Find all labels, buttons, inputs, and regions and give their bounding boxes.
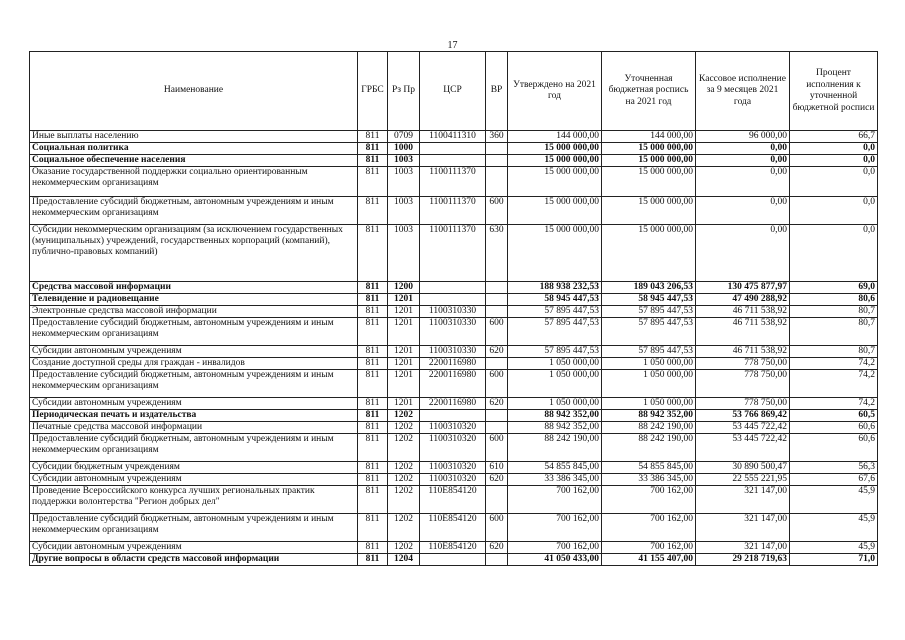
- cell-cash: 0,00: [696, 225, 790, 282]
- cell-cash: 46 711 538,92: [696, 346, 790, 358]
- cell-grbs: 811: [358, 422, 388, 434]
- cell-rzpr: 1202: [388, 410, 420, 422]
- cell-percent: 0,0: [790, 167, 878, 197]
- cell-refined: 15 000 000,00: [602, 225, 696, 282]
- cell-approved: 1 050 000,00: [508, 370, 602, 398]
- cell-percent: 45,9: [790, 486, 878, 514]
- cell-percent: 56,3: [790, 462, 878, 474]
- cell-cash: 0,00: [696, 167, 790, 197]
- cell-refined: 15 000 000,00: [602, 197, 696, 225]
- cell-vr: [486, 306, 508, 318]
- cell-vr: 610: [486, 462, 508, 474]
- cell-approved: 15 000 000,00: [508, 225, 602, 282]
- col-header-refined: Уточненная бюджетная роспись на 2021 год: [602, 52, 696, 131]
- cell-refined: 700 162,00: [602, 542, 696, 554]
- table-row: [30, 197, 878, 225]
- cell-name: Субсидии бюджетным учреждениям: [30, 462, 358, 474]
- cell-grbs: 811: [358, 197, 388, 225]
- cell-rzpr: 1201: [388, 398, 420, 410]
- cell-approved: 88 942 352,00: [508, 422, 602, 434]
- table-row: [30, 398, 878, 410]
- cell-percent: 45,9: [790, 542, 878, 554]
- cell-percent: 0,0: [790, 197, 878, 225]
- cell-rzpr: 1000: [388, 143, 420, 155]
- cell-rzpr: 1200: [388, 282, 420, 294]
- cell-cash: 778 750,00: [696, 358, 790, 370]
- table-row: [30, 514, 878, 542]
- cell-name: Субсидии автономным учреждениям: [30, 542, 358, 554]
- cell-grbs: 811: [358, 294, 388, 306]
- cell-approved: 700 162,00: [508, 514, 602, 542]
- table-row: [30, 474, 878, 486]
- cell-rzpr: 1202: [388, 462, 420, 474]
- cell-csr: [420, 282, 486, 294]
- cell-approved: 88 942 352,00: [508, 410, 602, 422]
- cell-csr: 1100310330: [420, 306, 486, 318]
- cell-approved: 33 386 345,00: [508, 474, 602, 486]
- col-header-vr: ВР: [486, 52, 508, 131]
- cell-grbs: 811: [358, 306, 388, 318]
- cell-rzpr: 1003: [388, 197, 420, 225]
- cell-grbs: 811: [358, 167, 388, 197]
- cell-name: Субсидии автономным учреждениям: [30, 398, 358, 410]
- cell-refined: 57 895 447,53: [602, 318, 696, 346]
- cell-cash: 29 218 719,63: [696, 554, 790, 566]
- cell-refined: 54 855 845,00: [602, 462, 696, 474]
- cell-vr: [486, 358, 508, 370]
- cell-csr: 1100310320: [420, 474, 486, 486]
- cell-refined: 144 000,00: [602, 131, 696, 143]
- cell-grbs: 811: [358, 434, 388, 462]
- cell-csr: [420, 294, 486, 306]
- cell-vr: 600: [486, 197, 508, 225]
- cell-csr: [420, 410, 486, 422]
- cell-name: Периодическая печать и издательства: [30, 410, 358, 422]
- col-header-cash: Кассовое исполнение за 9 месяцев 2021 года: [696, 52, 790, 131]
- cell-percent: 0,0: [790, 143, 878, 155]
- table-header-row: [30, 52, 878, 131]
- cell-grbs: 811: [358, 486, 388, 514]
- cell-vr: [486, 155, 508, 167]
- cell-refined: 57 895 447,53: [602, 346, 696, 358]
- cell-name: Предоставление субсидий бюджетным, автономным учреждениям и иным некоммерческим организациям: [30, 434, 358, 462]
- cell-grbs: 811: [358, 554, 388, 566]
- cell-approved: 188 938 232,53: [508, 282, 602, 294]
- cell-rzpr: 1202: [388, 542, 420, 554]
- cell-vr: 620: [486, 398, 508, 410]
- page-number: 17: [447, 40, 458, 51]
- cell-grbs: 811: [358, 318, 388, 346]
- cell-percent: 60,6: [790, 422, 878, 434]
- cell-cash: 130 475 877,97: [696, 282, 790, 294]
- col-header-name: Наименование: [30, 52, 358, 131]
- cell-cash: 53 766 869,42: [696, 410, 790, 422]
- table-row: [30, 358, 878, 370]
- cell-cash: 321 147,00: [696, 514, 790, 542]
- table-row: [30, 155, 878, 167]
- cell-vr: 600: [486, 318, 508, 346]
- cell-percent: 67,6: [790, 474, 878, 486]
- cell-approved: 1 050 000,00: [508, 358, 602, 370]
- cell-cash: 53 445 722,42: [696, 434, 790, 462]
- cell-refined: 58 945 447,53: [602, 294, 696, 306]
- cell-csr: [420, 554, 486, 566]
- cell-csr: 2200116980: [420, 370, 486, 398]
- cell-approved: 700 162,00: [508, 486, 602, 514]
- cell-approved: 57 895 447,53: [508, 346, 602, 358]
- cell-percent: 45,9: [790, 514, 878, 542]
- cell-csr: 1100111370: [420, 167, 486, 197]
- table-row: [30, 422, 878, 434]
- cell-approved: 15 000 000,00: [508, 167, 602, 197]
- cell-percent: 60,5: [790, 410, 878, 422]
- cell-csr: 2200116980: [420, 398, 486, 410]
- cell-vr: [486, 143, 508, 155]
- cell-name: Субсидии некоммерческим организациям (за исключением государственных (муниципальных) учреждений, государственных корпораций (компаний), публично-правовых компаний): [30, 225, 358, 282]
- cell-rzpr: 1202: [388, 474, 420, 486]
- col-header-csr: ЦСР: [420, 52, 486, 131]
- cell-approved: 54 855 845,00: [508, 462, 602, 474]
- cell-name: Другие вопросы в области средств массовой информации: [30, 554, 358, 566]
- cell-percent: 60,6: [790, 434, 878, 462]
- cell-grbs: 811: [358, 462, 388, 474]
- cell-approved: 15 000 000,00: [508, 143, 602, 155]
- cell-percent: 74,2: [790, 358, 878, 370]
- cell-cash: 778 750,00: [696, 398, 790, 410]
- cell-refined: 1 050 000,00: [602, 370, 696, 398]
- cell-vr: [486, 554, 508, 566]
- table-row: [30, 554, 878, 566]
- cell-csr: 1100111370: [420, 197, 486, 225]
- cell-refined: 1 050 000,00: [602, 358, 696, 370]
- cell-name: Предоставление субсидий бюджетным, автономным учреждениям и иным некоммерческим организациям: [30, 197, 358, 225]
- col-header-percent: Процент исполнения к уточненной бюджетной росписи: [790, 52, 878, 131]
- cell-vr: [486, 486, 508, 514]
- cell-vr: 600: [486, 370, 508, 398]
- cell-refined: 15 000 000,00: [602, 155, 696, 167]
- cell-percent: 74,2: [790, 398, 878, 410]
- cell-grbs: 811: [358, 398, 388, 410]
- cell-cash: 22 555 221,95: [696, 474, 790, 486]
- cell-grbs: 811: [358, 155, 388, 167]
- cell-rzpr: 1204: [388, 554, 420, 566]
- cell-grbs: 811: [358, 370, 388, 398]
- cell-cash: 47 490 288,92: [696, 294, 790, 306]
- cell-rzpr: 1003: [388, 167, 420, 197]
- cell-refined: 57 895 447,53: [602, 306, 696, 318]
- cell-rzpr: 1201: [388, 318, 420, 346]
- cell-csr: 2200116980: [420, 358, 486, 370]
- cell-percent: 80,7: [790, 306, 878, 318]
- table-row: [30, 282, 878, 294]
- table-row: [30, 434, 878, 462]
- cell-percent: 80,6: [790, 294, 878, 306]
- cell-approved: 700 162,00: [508, 542, 602, 554]
- cell-percent: 66,7: [790, 131, 878, 143]
- cell-rzpr: 0709: [388, 131, 420, 143]
- cell-vr: 360: [486, 131, 508, 143]
- cell-csr: 110E854120: [420, 542, 486, 554]
- cell-vr: 600: [486, 514, 508, 542]
- cell-cash: 321 147,00: [696, 542, 790, 554]
- table-row: [30, 131, 878, 143]
- cell-vr: 620: [486, 346, 508, 358]
- cell-csr: 1100310320: [420, 434, 486, 462]
- cell-cash: 46 711 538,92: [696, 318, 790, 346]
- cell-rzpr: 1201: [388, 346, 420, 358]
- cell-grbs: 811: [358, 542, 388, 554]
- cell-csr: 1100111370: [420, 225, 486, 282]
- cell-name: Электронные средства массовой информации: [30, 306, 358, 318]
- cell-csr: 1100411310: [420, 131, 486, 143]
- cell-name: Предоставление субсидий бюджетным, автономным учреждениям и иным некоммерческим организациям: [30, 318, 358, 346]
- cell-refined: 41 155 407,00: [602, 554, 696, 566]
- cell-grbs: 811: [358, 358, 388, 370]
- cell-percent: 69,0: [790, 282, 878, 294]
- cell-name: Субсидии автономным учреждениям: [30, 474, 358, 486]
- cell-refined: 189 043 206,53: [602, 282, 696, 294]
- cell-csr: [420, 155, 486, 167]
- cell-percent: 0,0: [790, 155, 878, 167]
- cell-vr: 600: [486, 434, 508, 462]
- table-row: [30, 306, 878, 318]
- cell-name: Иные выплаты населению: [30, 131, 358, 143]
- col-header-rzpr: Рз Пр: [388, 52, 420, 131]
- cell-grbs: 811: [358, 143, 388, 155]
- cell-vr: [486, 282, 508, 294]
- cell-vr: [486, 422, 508, 434]
- cell-approved: 57 895 447,53: [508, 306, 602, 318]
- cell-grbs: 811: [358, 225, 388, 282]
- cell-approved: 41 050 433,00: [508, 554, 602, 566]
- cell-grbs: 811: [358, 131, 388, 143]
- cell-approved: 15 000 000,00: [508, 197, 602, 225]
- cell-csr: 110E854120: [420, 514, 486, 542]
- table-row: [30, 225, 878, 282]
- table-row: [30, 346, 878, 358]
- table-row: [30, 294, 878, 306]
- table-row: [30, 318, 878, 346]
- cell-cash: 96 000,00: [696, 131, 790, 143]
- cell-refined: 33 386 345,00: [602, 474, 696, 486]
- cell-name: Проведение Всероссийского конкурса лучших региональных практик поддержки волонтерства "Регион добрых дел": [30, 486, 358, 514]
- table-row: [30, 462, 878, 474]
- cell-csr: 1100310320: [420, 422, 486, 434]
- cell-percent: 80,7: [790, 318, 878, 346]
- cell-vr: [486, 167, 508, 197]
- table-row: [30, 486, 878, 514]
- cell-grbs: 811: [358, 474, 388, 486]
- cell-approved: 88 242 190,00: [508, 434, 602, 462]
- cell-cash: 46 711 538,92: [696, 306, 790, 318]
- cell-name: Социальное обеспечение населения: [30, 155, 358, 167]
- cell-cash: 321 147,00: [696, 486, 790, 514]
- cell-refined: 88 242 190,00: [602, 434, 696, 462]
- cell-vr: 630: [486, 225, 508, 282]
- cell-csr: [420, 143, 486, 155]
- cell-percent: 80,7: [790, 346, 878, 358]
- cell-approved: 15 000 000,00: [508, 155, 602, 167]
- cell-csr: 1100310330: [420, 346, 486, 358]
- col-header-approved: Утверждено на 2021 год: [508, 52, 602, 131]
- cell-csr: 1100310320: [420, 462, 486, 474]
- cell-refined: 15 000 000,00: [602, 143, 696, 155]
- cell-refined: 88 942 352,00: [602, 410, 696, 422]
- table-row: [30, 167, 878, 197]
- budget-execution-table: [29, 51, 878, 566]
- cell-grbs: 811: [358, 282, 388, 294]
- cell-grbs: 811: [358, 346, 388, 358]
- cell-rzpr: 1003: [388, 225, 420, 282]
- col-header-grbs: ГРБС: [358, 52, 388, 131]
- cell-rzpr: 1201: [388, 294, 420, 306]
- cell-name: Создание доступной среды для граждан - инвалидов: [30, 358, 358, 370]
- cell-approved: 144 000,00: [508, 131, 602, 143]
- cell-rzpr: 1202: [388, 514, 420, 542]
- cell-cash: 30 890 500,47: [696, 462, 790, 474]
- cell-vr: [486, 294, 508, 306]
- cell-rzpr: 1201: [388, 358, 420, 370]
- table-row: [30, 410, 878, 422]
- cell-rzpr: 1202: [388, 486, 420, 514]
- cell-name: Телевидение и радиовещание: [30, 294, 358, 306]
- cell-name: Предоставление субсидий бюджетным, автономным учреждениям и иным некоммерческим организациям: [30, 370, 358, 398]
- cell-name: Предоставление субсидий бюджетным, автономным учреждениям и иным некоммерческим организациям: [30, 514, 358, 542]
- cell-vr: [486, 410, 508, 422]
- cell-percent: 71,0: [790, 554, 878, 566]
- cell-rzpr: 1202: [388, 434, 420, 462]
- cell-refined: 700 162,00: [602, 514, 696, 542]
- table-row: [30, 143, 878, 155]
- cell-refined: 15 000 000,00: [602, 167, 696, 197]
- cell-approved: 57 895 447,53: [508, 318, 602, 346]
- table-row: [30, 542, 878, 554]
- cell-name: Средства массовой информации: [30, 282, 358, 294]
- cell-cash: 0,00: [696, 197, 790, 225]
- cell-rzpr: 1201: [388, 306, 420, 318]
- cell-name: Оказание государственной поддержки социально ориентированным некоммерческим организациям: [30, 167, 358, 197]
- cell-refined: 1 050 000,00: [602, 398, 696, 410]
- cell-cash: 0,00: [696, 143, 790, 155]
- table-body: [30, 131, 878, 566]
- cell-percent: 74,2: [790, 370, 878, 398]
- cell-vr: 620: [486, 474, 508, 486]
- cell-percent: 0,0: [790, 225, 878, 282]
- cell-grbs: 811: [358, 410, 388, 422]
- cell-cash: 53 445 722,42: [696, 422, 790, 434]
- cell-cash: 778 750,00: [696, 370, 790, 398]
- cell-vr: 620: [486, 542, 508, 554]
- cell-refined: 88 242 190,00: [602, 422, 696, 434]
- cell-csr: 1100310330: [420, 318, 486, 346]
- cell-cash: 0,00: [696, 155, 790, 167]
- cell-name: Субсидии автономным учреждениям: [30, 346, 358, 358]
- cell-rzpr: 1003: [388, 155, 420, 167]
- cell-csr: 110E854120: [420, 486, 486, 514]
- cell-rzpr: 1202: [388, 422, 420, 434]
- cell-approved: 58 945 447,53: [508, 294, 602, 306]
- table-row: [30, 370, 878, 398]
- cell-name: Социальная политика: [30, 143, 358, 155]
- cell-rzpr: 1201: [388, 370, 420, 398]
- cell-grbs: 811: [358, 514, 388, 542]
- cell-refined: 700 162,00: [602, 486, 696, 514]
- cell-approved: 1 050 000,00: [508, 398, 602, 410]
- cell-name: Печатные средства массовой информации: [30, 422, 358, 434]
